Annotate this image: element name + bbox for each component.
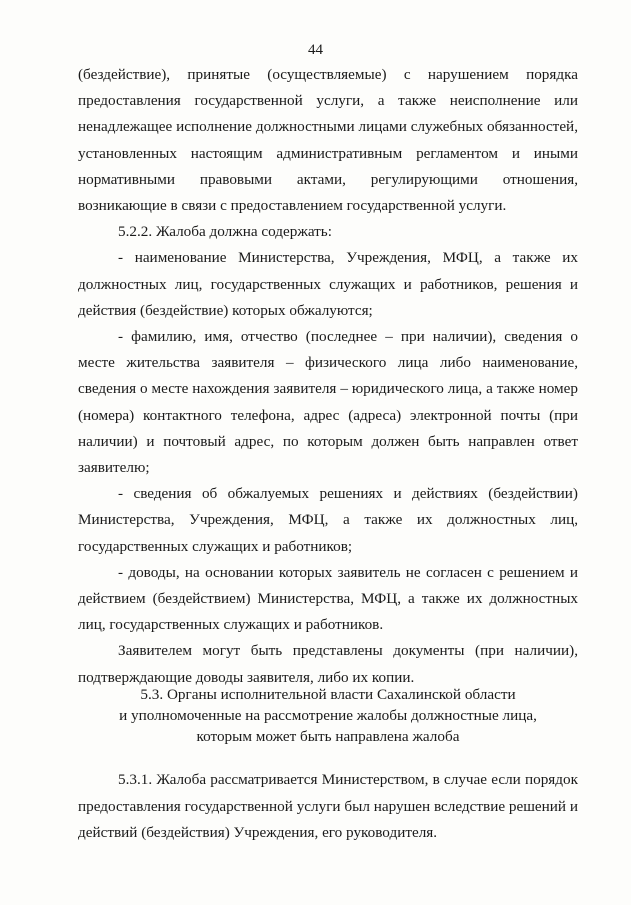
list-item-applicant-info: - фамилию, имя, отчество (последнее – при наличии), сведения о месте жительства заявителя – физического лица либо наименование, сведения о месте нахождения заявителя – юридического лица, а также номер (номера) контактного телефона, адрес (адреса) электронной почты (при наличии) и почтовый адрес, по которым должен быть направлен ответ заявителю; (78, 328, 578, 477)
section-body (78, 767, 578, 847)
list-item-appealed-decisions: - сведения об обжалуемых решениях и действиях (бездействии) Министерства, Учреждения, МФЦ, а также их должностных лиц, государственных служащих и работников; (78, 485, 578, 555)
paragraph-documents: Заявителем могут быть представлены документы (при наличии), подтверждающие доводы заявителя, либо их копии. (78, 642, 578, 686)
section-heading-line: и уполномоченные на рассмотрение жалобы должностные лица, (119, 707, 537, 724)
section-heading (78, 684, 578, 747)
paragraph-complaint-contents-heading: 5.2.2. Жалоба должна содержать: (118, 223, 332, 241)
paragraph-continuation: (бездействие), принятые (осуществляемые) с нарушением порядка предоставления государственной услуги, а также неисполнение или ненадлежащее исполнение должностными лицами служебных обязанностей, установленных настоящим административным регламентом и иными нормативными правовыми актами, регулирующими отношения, возникающие в связи с предоставлением государственной услуги. (78, 66, 578, 215)
section-heading-line: которым может быть направлена жалоба (196, 728, 460, 745)
document-body (78, 62, 578, 691)
page-number: 44 (308, 42, 323, 58)
paragraph-5-3-1: 5.3.1. Жалоба рассматривается Министерством, в случае если порядок предоставления государственной услуги был нарушен вследствие решений и действий (бездействия) Учреждения, его руководителя. (78, 771, 578, 841)
list-item-names: - наименование Министерства, Учреждения, МФЦ, а также их должностных лиц, государственных служащих и работников, решения и действия (бездействие) которых обжалуются; (78, 249, 578, 319)
list-item-arguments: - доводы, на основании которых заявитель не согласен с решением и действием (бездействием) Министерства, МФЦ, а также их должностных лиц, государственных служащих и работников. (78, 563, 578, 634)
section-heading-line: 5.3. Органы исполнительной власти Сахалинской области (140, 686, 516, 703)
